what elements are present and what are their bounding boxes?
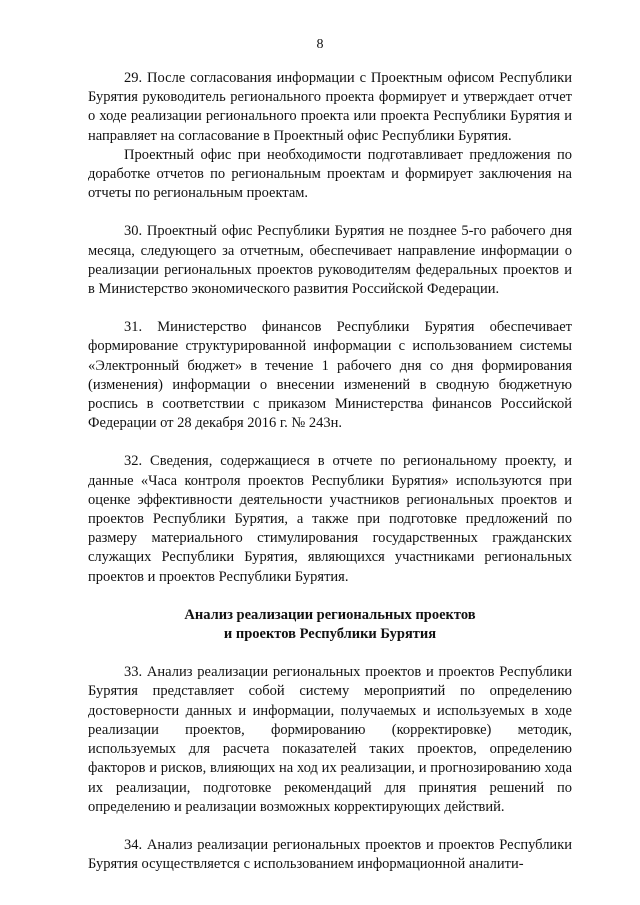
page-number: 8 bbox=[316, 37, 324, 52]
paragraph-30: 30. Проектный офис Республики Бурятия не позднее 5-го рабочего дня месяца, следующего за отчетным, обеспечивает направление информации о реализации региональных проектов руководителям федеральных проектов и в Министерство экономического развития Российской Федерации. bbox=[88, 223, 572, 298]
paragraph-spacer bbox=[88, 644, 572, 663]
section-heading-line-2: и проектов Республики Бурятия bbox=[223, 626, 437, 643]
paragraph-spacer bbox=[88, 817, 572, 836]
paragraph-33: 33. Анализ реализации региональных проектов и проектов Республики Бурятия представляет собой систему мероприятий по определению достоверности данных и информации, получаемых и используемых в ходе реализации проектов, формированию (корректировке) методик, используемых для расчета показателей таких проектов, определению факторов и рисков, влияющих на ход их реализации, и прогнозированию хода их реализации, подготовке рекомендаций для принятия решений по определению и реализации возможных корректирующих действий. bbox=[88, 664, 572, 815]
paragraph-spacer bbox=[88, 299, 572, 318]
paragraph-32: 32. Сведения, содержащиеся в отчете по региональному проекту, и данные «Часа контроля проектов Республики Бурятия» используются при оценке эффективности деятельности участников региональных проектов и проектов Республики Бурятия, а также при подготовке предложений по размеру материального стимулирования государственных гражданских служащих Республики Бурятия, являющихся участниками региональных проектов и проектов Республики Бурятия. bbox=[88, 453, 572, 585]
section-heading-line-1: Анализ реализации региональных проектов bbox=[184, 606, 476, 623]
document-body bbox=[88, 69, 572, 874]
paragraph-31: 31. Министерство финансов Республики Бурятия обеспечивает формирование структурированной информации с использованием системы «Электронный бюджет» в течение 1 рабочего дня со дня формирования (изменения) информации о внесении изменений в сводную бюджетную роспись в соответствии с приказом Министерства финансов Российской Федерации от 28 декабря 2016 г. № 243н. bbox=[88, 319, 572, 432]
paragraph-29-continued: Проектный офис при необходимости подготавливает предложения по доработке отчетов по региональным проектам и формирует заключения на отчеты по региональным проектам. bbox=[88, 146, 572, 202]
paragraph-spacer bbox=[88, 203, 572, 222]
paragraph-34: 34. Анализ реализации региональных проектов и проектов Республики Бурятия осуществляется с использованием информационной аналити- bbox=[88, 836, 572, 873]
section-heading bbox=[88, 606, 572, 644]
paragraph-29: 29. После согласования информации с Проектным офисом Республики Бурятия руководитель регионального проекта формирует и утверждает отчет о ходе реализации регионального проекта или проекта Республики Бурятия и направляет на согласование в Проектный офис Республики Бурятия. bbox=[88, 70, 572, 144]
paragraph-spacer bbox=[88, 587, 572, 606]
paragraph-spacer bbox=[88, 433, 572, 452]
